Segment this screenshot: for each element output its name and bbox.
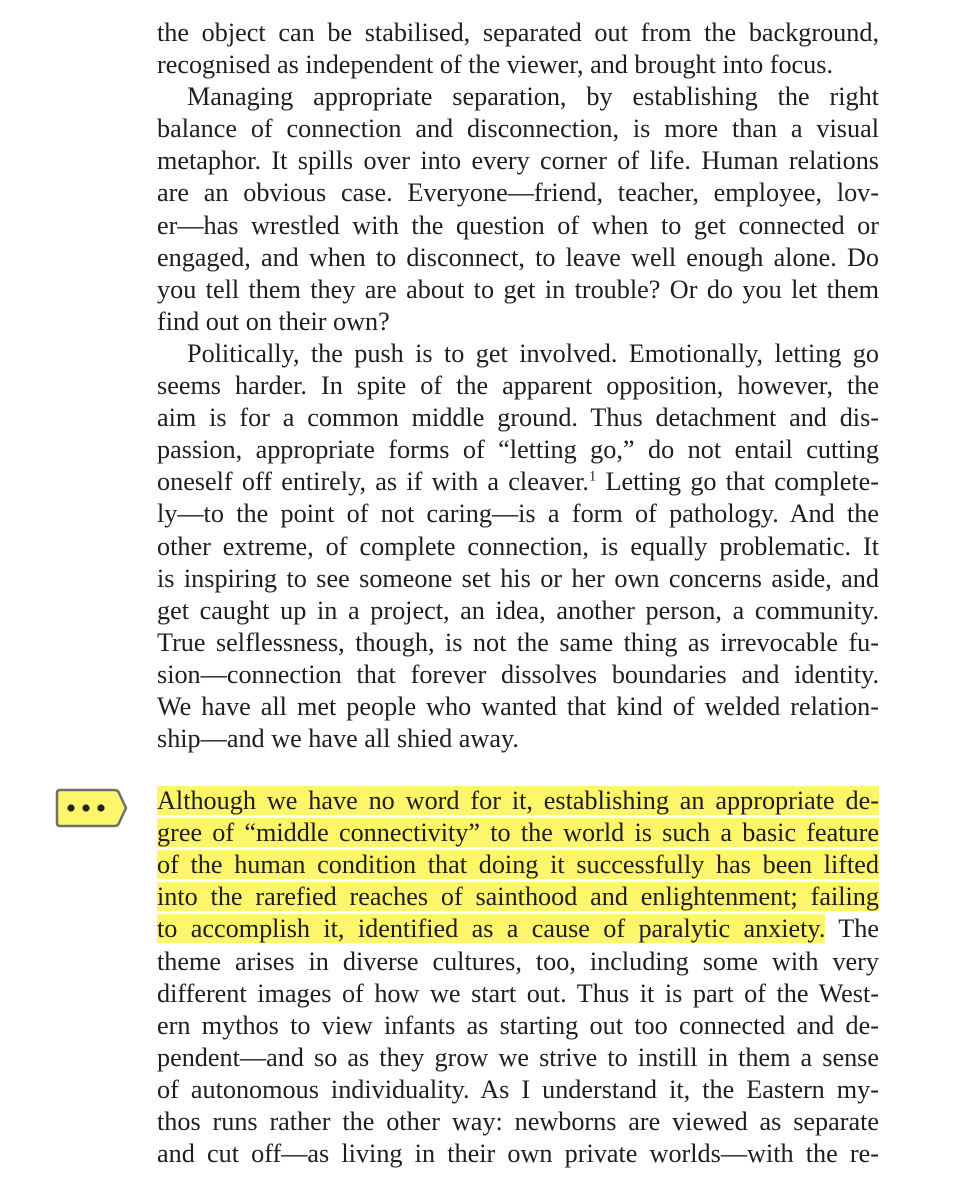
- text-line: you tell them they are about to get in trouble? Or do you let them: [157, 274, 879, 304]
- text-line: We have all met people who wanted that kind of welded relation-: [157, 691, 879, 721]
- text-line: get caught up in a project, an idea, another person, a community.: [157, 595, 879, 625]
- text-segment: The: [825, 914, 879, 944]
- text-line: engaged, and when to disconnect, to leave well enough alone. Do: [157, 242, 879, 272]
- text-line: thos runs rather the other way: newborns are viewed as separate: [157, 1106, 879, 1136]
- highlight[interactable]: into the rarefied reaches of sainthood and enlightenment; failing: [157, 882, 879, 912]
- ellipsis-note-icon: [54, 787, 130, 829]
- text-segment: Letting go that complete-: [596, 467, 879, 497]
- text-line: the object can be stabilised, separated out from the background,: [157, 18, 879, 47]
- text-line: theme arises in diverse cultures, too, including some with very: [157, 946, 879, 976]
- note-marker-icon[interactable]: [54, 787, 130, 829]
- book-page: [157, 17, 879, 1170]
- paragraph-4: [157, 785, 879, 1170]
- text-line: ship—and we have all shied away.: [157, 724, 519, 754]
- highlighted-line[interactable]: [157, 817, 879, 849]
- text-line: True selflessness, though, is not the same thing as irrevocable fu-: [157, 627, 879, 657]
- text-line: sion—connection that forever dissolves boundaries and identity.: [157, 659, 879, 689]
- text-line: Politically, the push is to get involved. Emotionally, letting go: [187, 338, 879, 368]
- text-line: find out on their own?: [157, 306, 390, 336]
- highlight[interactable]: of the human condition that doing it successfully has been lifted: [157, 850, 879, 880]
- text-line: balance of connection and disconnection, is more than a visual: [157, 114, 879, 144]
- text-line: seems harder. In spite of the apparent opposition, however, the: [157, 371, 879, 401]
- text-line: ern mythos to view infants as starting out too connected and de-: [157, 1010, 879, 1040]
- text-line: is inspiring to see someone set his or her own concerns aside, and: [157, 563, 879, 593]
- highlight[interactable]: Although we have no word for it, establishing an appropriate de-: [157, 786, 879, 816]
- paragraph-3: [157, 338, 879, 755]
- text-line: are an obvious case. Everyone—friend, teacher, employee, lov-: [157, 178, 879, 208]
- highlighted-line[interactable]: [157, 849, 879, 881]
- paragraph-1: [157, 17, 879, 81]
- text-line-with-footnote: [157, 466, 879, 498]
- text-line: different images of how we start out. Thus it is part of the West-: [157, 978, 879, 1008]
- highlighted-line[interactable]: [157, 785, 879, 817]
- text-line: Managing appropriate separation, by establishing the right: [187, 82, 879, 112]
- text-line: of autonomous individuality. As I understand it, the Eastern my-: [157, 1074, 879, 1104]
- section-break: [157, 755, 879, 785]
- footnote-reference[interactable]: 1: [588, 468, 597, 485]
- text-line: passion, appropriate forms of “letting go,” do not entail cutting: [157, 435, 879, 465]
- text-line: ly—to the point of not caring—is a form of pathology. And the: [157, 499, 879, 529]
- text-line-partial-highlight: [157, 913, 879, 945]
- text-line: pendent—and so as they grow we strive to instill in them a sense: [157, 1042, 879, 1072]
- highlight[interactable]: to accomplish it, identified as a cause of paralytic anxiety.: [157, 914, 826, 944]
- paragraph-2: [157, 81, 879, 338]
- text-line: metaphor. It spills over into every corner of life. Human relations: [157, 146, 879, 176]
- highlight[interactable]: gree of “middle connectivity” to the world is such a basic feature: [157, 818, 879, 848]
- text-segment: oneself off entirely, as if with a cleaver.: [157, 467, 589, 497]
- text-line: and cut off—as living in their own private worlds—with the re-: [157, 1139, 879, 1169]
- text-line: er—has wrestled with the question of when to get connected or: [157, 210, 879, 240]
- text-line: other extreme, of complete connection, is equally problematic. It: [157, 531, 879, 561]
- text-line: aim is for a common middle ground. Thus detachment and dis-: [157, 403, 879, 433]
- text-line: recognised as independent of the viewer, and brought into focus.: [157, 50, 833, 80]
- highlighted-line[interactable]: [157, 881, 879, 913]
